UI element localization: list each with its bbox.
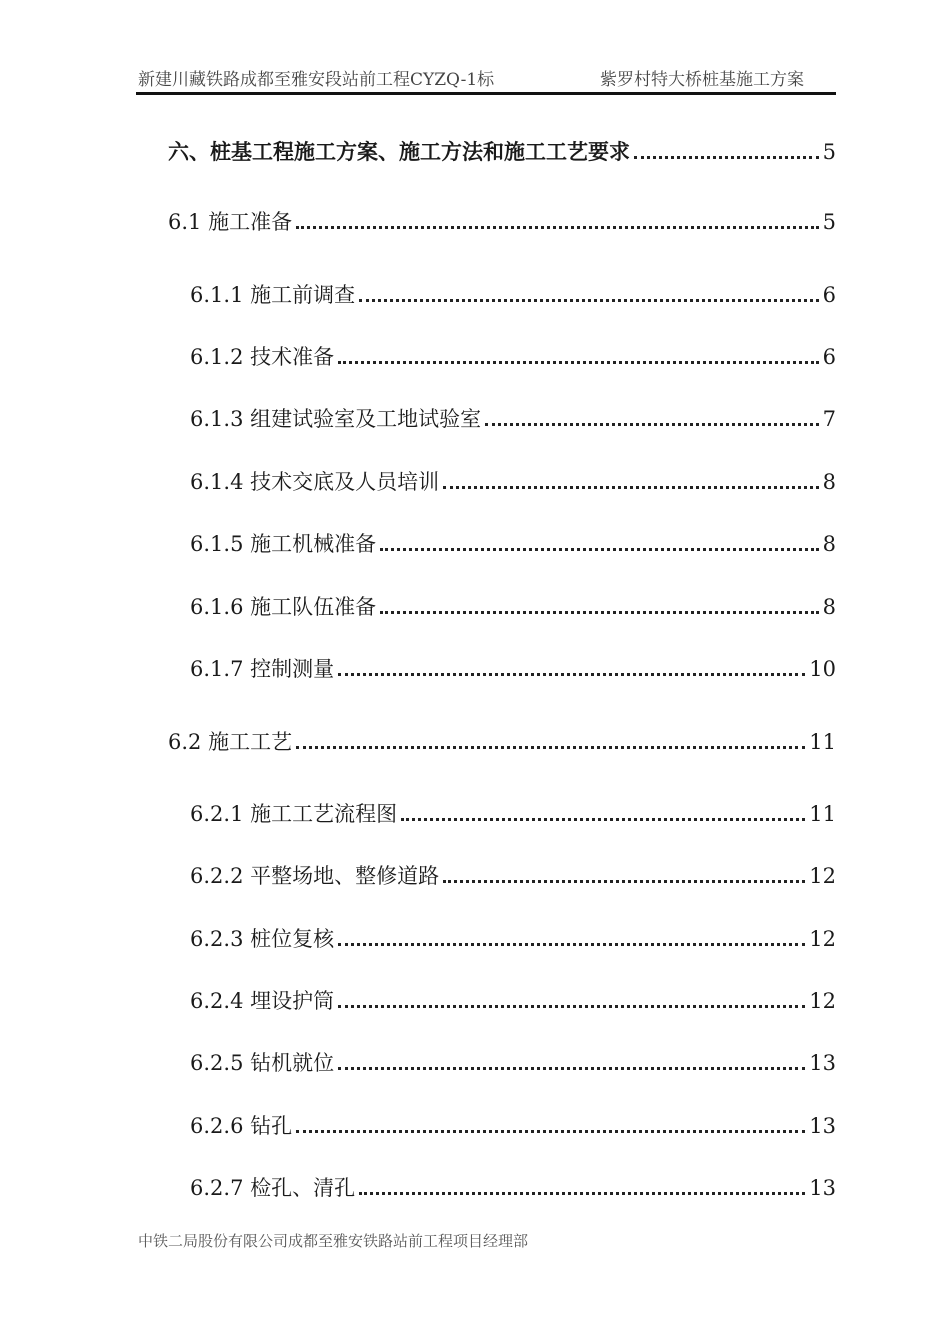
toc-entry-title: 6.1 施工准备 xyxy=(168,210,293,234)
toc-leader-dots xyxy=(401,818,805,821)
toc-entry-title: 6.2.5 钻机就位 xyxy=(190,1051,335,1075)
toc-entry-page: 10 xyxy=(809,657,836,681)
toc-leader-dots xyxy=(296,1130,805,1133)
toc-leader-dots xyxy=(359,1192,805,1195)
toc-entry-page: 13 xyxy=(809,1176,836,1200)
toc-entry-title: 6.1.1 施工前调查 xyxy=(190,283,356,307)
toc-entry-page: 8 xyxy=(822,595,836,619)
toc-entry-title: 6.2.2 平整场地、整修道路 xyxy=(190,864,440,888)
toc-leader-dots xyxy=(485,423,819,426)
toc-entry[interactable] xyxy=(168,800,836,828)
toc-entry-title: 6.1.5 施工机械准备 xyxy=(190,532,377,556)
toc-entry-title: 6.2.4 埋设护筒 xyxy=(190,989,335,1013)
toc-entry-page: 12 xyxy=(809,927,836,951)
toc-entry-title: 6.1.7 控制测量 xyxy=(190,657,335,681)
toc-entry-page: 11 xyxy=(809,730,836,754)
toc-entry[interactable] xyxy=(168,1049,836,1077)
toc-entry-title: 6.2.7 检孔、清孔 xyxy=(190,1176,356,1200)
toc-entry[interactable] xyxy=(168,728,836,756)
toc-entry-title: 6.1.4 技术交底及人员培训 xyxy=(190,470,440,494)
toc-entry-title: 6.1.2 技术准备 xyxy=(190,345,335,369)
toc-leader-dots xyxy=(380,548,819,551)
toc-entry-page: 13 xyxy=(809,1114,836,1138)
toc-entry[interactable] xyxy=(168,1112,836,1140)
toc-entry-page: 6 xyxy=(822,345,836,369)
toc-entry-title: 6.2.1 施工工艺流程图 xyxy=(190,802,398,826)
toc-entry-title: 六、桩基工程施工方案、施工方法和施工工艺要求 xyxy=(168,139,630,164)
toc-entry[interactable] xyxy=(168,593,836,621)
toc-entry[interactable] xyxy=(168,862,836,890)
toc-entry-title: 6.1.6 施工队伍准备 xyxy=(190,595,377,619)
toc-entry-page: 12 xyxy=(809,864,836,888)
toc-leader-dots xyxy=(443,486,819,489)
toc-entry[interactable] xyxy=(168,1174,836,1202)
toc-entry-title: 6.2.3 桩位复核 xyxy=(190,927,335,951)
header-project-title: 新建川藏铁路成都至雅安段站前工程CYZQ-1标 xyxy=(138,70,495,90)
toc-entry-page: 13 xyxy=(809,1051,836,1075)
toc-leader-dots xyxy=(338,1067,805,1070)
toc-leader-dots xyxy=(338,673,805,676)
toc-leader-dots xyxy=(634,156,819,159)
toc-entry[interactable] xyxy=(168,468,836,496)
toc-leader-dots xyxy=(380,611,819,614)
toc-leader-dots xyxy=(338,943,805,946)
toc-entry[interactable] xyxy=(168,405,836,433)
toc-entry-page: 7 xyxy=(822,407,836,431)
toc-entry[interactable] xyxy=(168,925,836,953)
toc-entry[interactable] xyxy=(168,138,836,166)
toc-entry-page: 5 xyxy=(822,140,836,164)
toc-entry[interactable] xyxy=(168,530,836,558)
toc-entry-title: 6.2.6 钻孔 xyxy=(190,1114,293,1138)
toc-leader-dots xyxy=(296,226,819,229)
header-document-title: 紫罗村特大桥桩基施工方案 xyxy=(600,70,804,90)
toc-entry[interactable] xyxy=(168,655,836,683)
toc-leader-dots xyxy=(296,746,805,749)
toc-entry-page: 8 xyxy=(822,470,836,494)
toc-entry-page: 12 xyxy=(809,989,836,1013)
toc-entry[interactable] xyxy=(168,208,836,236)
toc-entry[interactable] xyxy=(168,987,836,1015)
toc-entry-title: 6.2 施工工艺 xyxy=(168,730,293,754)
page-header xyxy=(136,64,836,95)
toc-entry-page: 6 xyxy=(822,283,836,307)
toc-leader-dots xyxy=(443,880,805,883)
toc-entry-page: 5 xyxy=(822,210,836,234)
page-footer: 中铁二局股份有限公司成都至雅安铁路站前工程项目经理部 xyxy=(138,1232,529,1250)
toc-leader-dots xyxy=(338,1005,805,1008)
toc-entry-page: 11 xyxy=(809,802,836,826)
toc-entry-title: 6.1.3 组建试验室及工地试验室 xyxy=(190,407,482,431)
toc-entry-page: 8 xyxy=(822,532,836,556)
toc-entry[interactable] xyxy=(168,343,836,371)
toc-leader-dots xyxy=(338,361,819,364)
toc-leader-dots xyxy=(359,299,819,302)
toc-entry[interactable] xyxy=(168,281,836,309)
